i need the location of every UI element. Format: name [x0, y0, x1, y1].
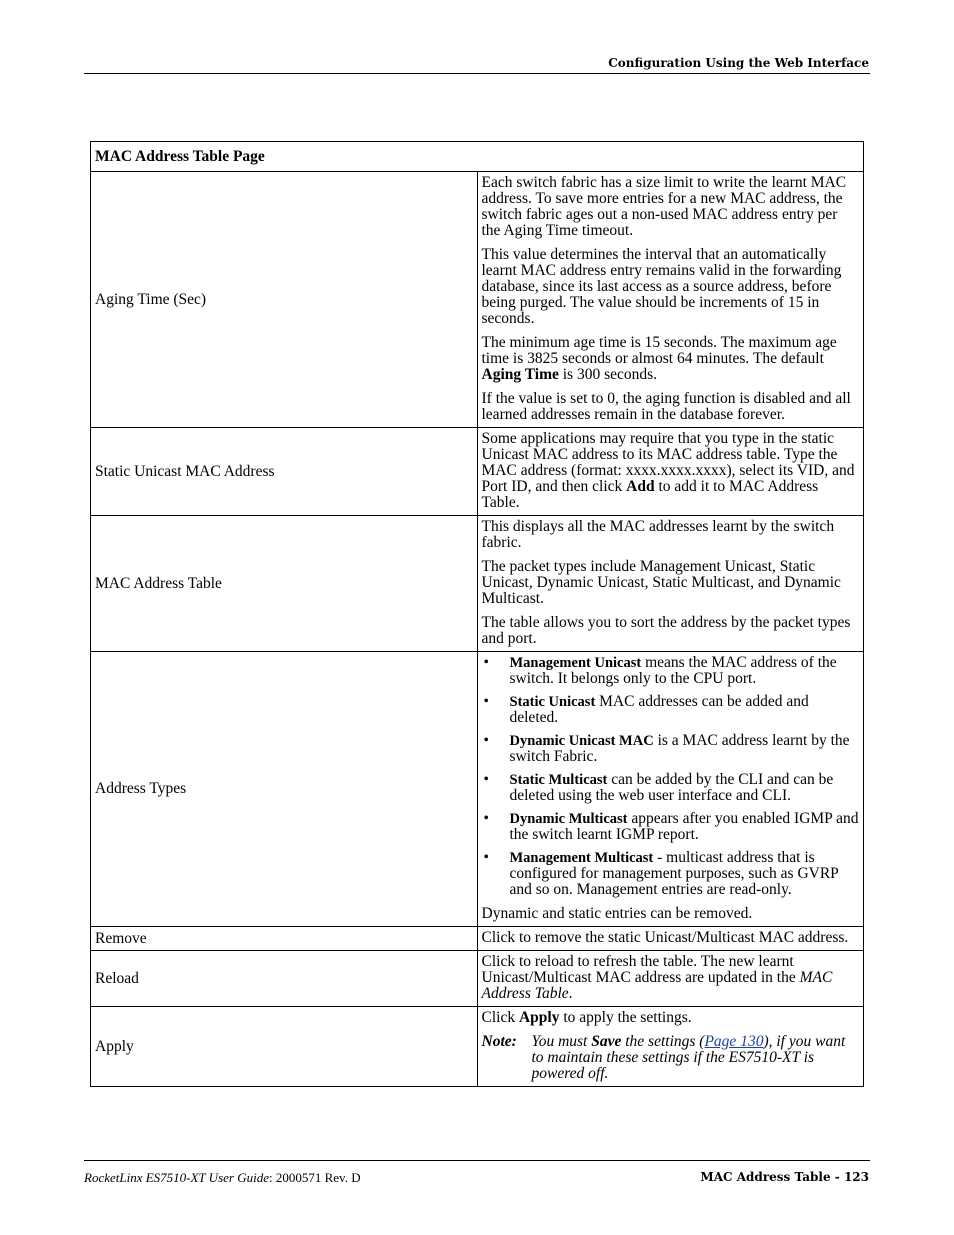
footer-page-number: MAC Address Table - 123	[700, 1170, 869, 1184]
paragraph: Click to remove the static Unicast/Multicast MAC address.	[481, 929, 849, 946]
row-label: Static Unicast MAC Address	[91, 428, 478, 516]
paragraph: Each switch fabric has a size limit to write the learnt MAC address. To save more entries for a new MAC address, the switch fabric ages out a non-used MAC address entry per the Aging Time timeout.	[481, 174, 847, 239]
paragraph: This value determines the interval that an automatically learnt MAC address entry remains valid in the forwarding database, since its last access as a source address, before being purged. The value should be increments of 15 in seconds.	[481, 246, 842, 327]
table-row-reload	[91, 951, 864, 1007]
list-item: • Dynamic Unicast MAC is a MAC address learnt by the switch Fabric.	[483, 732, 850, 765]
row-label: Aging Time (Sec)	[91, 172, 478, 428]
table-row-apply	[91, 1007, 864, 1087]
paragraph: If the value is set to 0, the aging function is disabled and all learned addresses remain in the database forever.	[481, 390, 851, 423]
row-label: MAC Address Table	[91, 516, 478, 652]
table-row-mac-address-table	[91, 516, 864, 652]
paragraph: This displays all the MAC addresses learnt by the switch fabric.	[481, 518, 835, 551]
row-label: Remove	[91, 927, 478, 951]
paragraph: Click Apply to apply the settings.	[481, 1009, 692, 1026]
row-description	[477, 428, 864, 516]
list-item: • Static Unicast MAC addresses can be added and deleted.	[483, 693, 809, 726]
row-description	[477, 172, 864, 428]
header-rule	[84, 73, 870, 74]
list-item: • Dynamic Multicast appears after you enabled IGMP and the switch learnt IGMP report.	[483, 810, 859, 843]
italic-term: MAC Address Table	[481, 969, 833, 1002]
page-130-link[interactable]: Page 130	[704, 1033, 764, 1050]
bold-term: Apply	[518, 1009, 560, 1026]
bold-term: Add	[626, 478, 655, 495]
paragraph: Dynamic and static entries can be removed.	[481, 905, 753, 922]
table-title: MAC Address Table Page	[91, 142, 864, 172]
paragraph: Click to reload to refresh the table. The new learnt Unicast/Multicast MAC address are updated in the MAC Address Table.	[481, 953, 833, 1002]
row-description	[477, 951, 864, 1007]
note: Note: You must Save the settings (Page 130), if you want to maintain these settings if the ES7510-XT is powered off.	[481, 1033, 846, 1082]
row-description	[477, 516, 864, 652]
bold-term: Aging Time	[481, 366, 559, 383]
paragraph: The minimum age time is 15 seconds. The maximum age time is 3825 seconds or almost 64 minutes. The default Aging Time is 300 seconds.	[481, 334, 837, 383]
table-row-static-unicast	[91, 428, 864, 516]
table-row-address-types	[91, 652, 864, 927]
list-item: • Static Multicast can be added by the CLI and can be deleted using the web user interface and CLI.	[483, 771, 834, 804]
table-row-remove	[91, 927, 864, 951]
paragraph: The packet types include Management Unicast, Static Unicast, Dynamic Unicast, Static Multicast, and Dynamic Multicast.	[481, 558, 841, 607]
list-item: • Management Unicast means the MAC address of the switch. It belongs only to the CPU port.	[483, 654, 837, 687]
row-label: Address Types	[91, 652, 478, 927]
list-item: • Management Multicast - multicast address that is configured for management purposes, such as GVRP and so on. Management entries are read-only.	[483, 849, 839, 898]
row-description	[477, 927, 864, 951]
row-label: Reload	[91, 951, 478, 1007]
paragraph: The table allows you to sort the address by the packet types and port.	[481, 614, 851, 647]
address-type-list	[482, 655, 860, 898]
paragraph: Some applications may require that you type in the static Unicast MAC address to its MAC address table. Type the MAC address (format: xxxx.xxxx.xxxx), select its VID, and Port ID, and then click Add to add it to MAC Address Table.	[481, 430, 855, 511]
row-description	[477, 1007, 864, 1087]
row-description	[477, 652, 864, 927]
note-label: Note:	[481, 1033, 517, 1050]
footer-document-id: RocketLinx ES7510-XT User Guide: 2000571 Rev. D	[84, 1170, 361, 1185]
table-row-aging-time	[91, 172, 864, 428]
mac-address-table-page-table	[90, 141, 864, 1087]
row-label: Apply	[91, 1007, 478, 1087]
running-header: Configuration Using the Web Interface	[608, 56, 869, 70]
footer-rule	[84, 1160, 870, 1161]
